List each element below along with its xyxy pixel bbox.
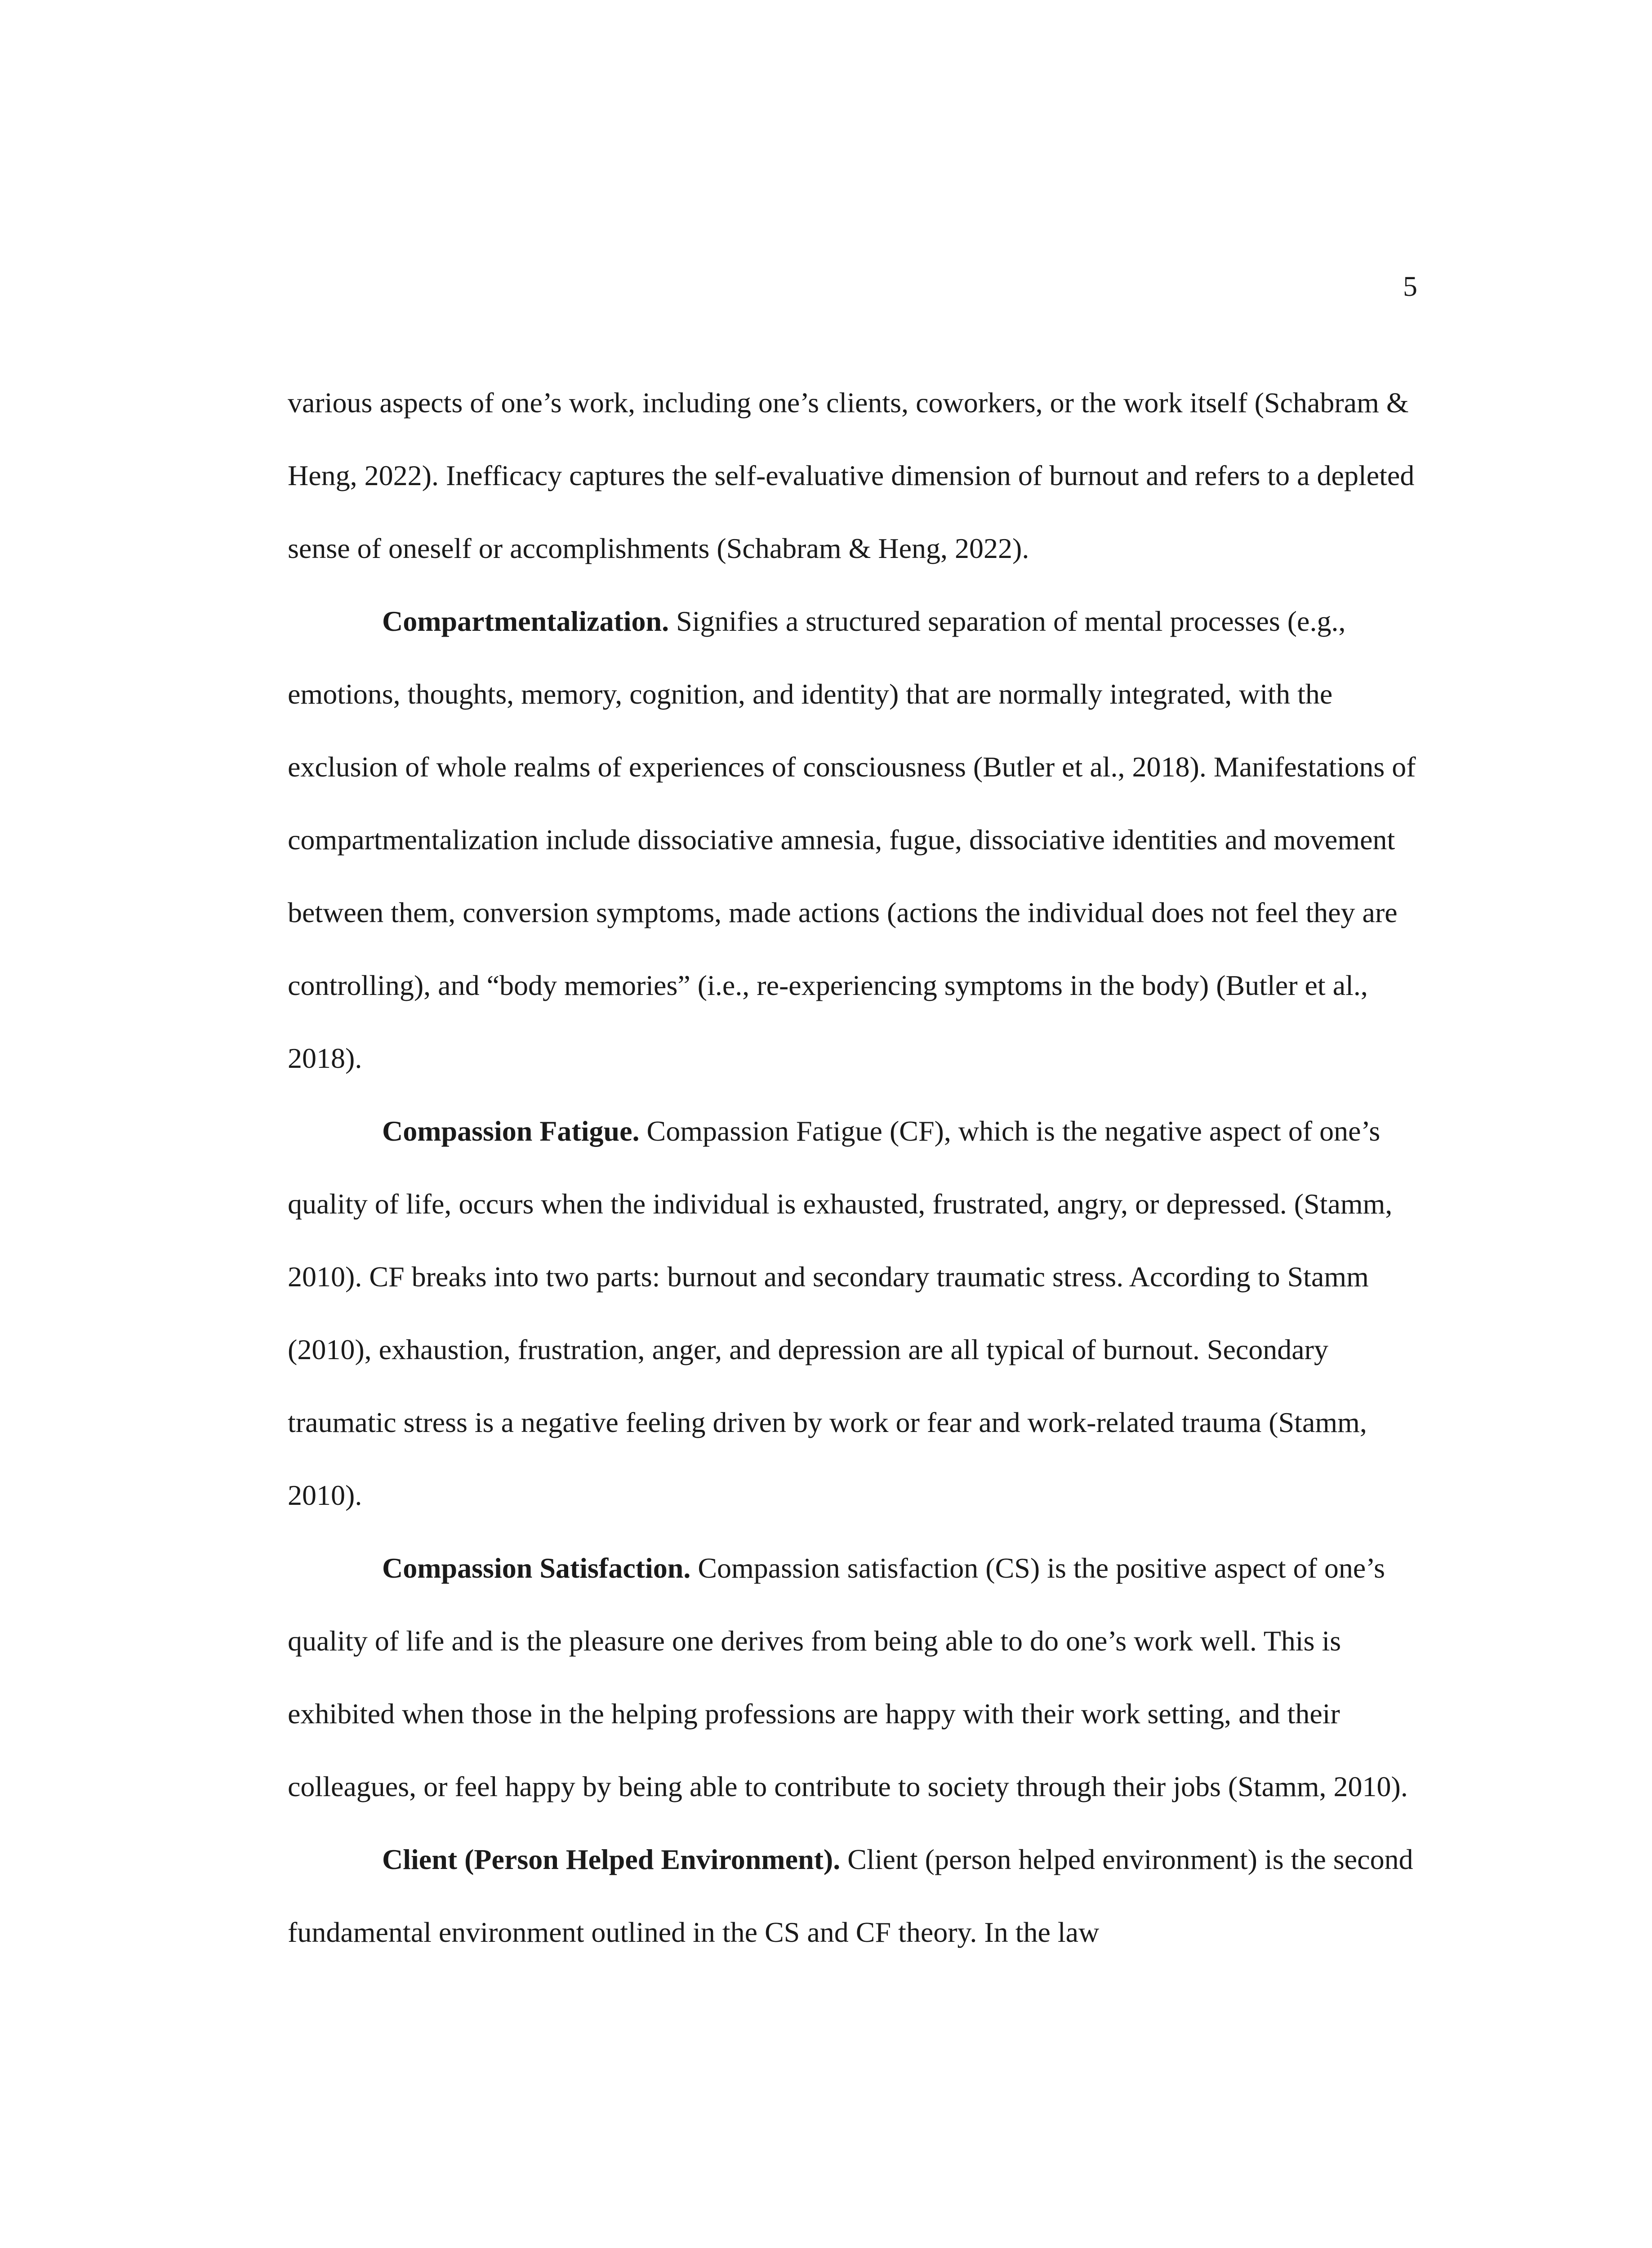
term-heading: Compassion Fatigue.	[382, 1115, 640, 1147]
term-heading: Compartmentalization.	[382, 605, 669, 637]
paragraph-compartmentalization	[288, 585, 1420, 1095]
paragraph-text: Signifies a structured separation of mental processes (e.g., emotions, thoughts, memory, cognition, and identity) that are normally integrated, with the exclusion of whole realms of experiences of consciousness (Butler et al., 2018). Manifestations of compartmentalization include dissociative amnesia, fugue, dissociative identities and movement between them, conversion symptoms, made actions (actions the individual does not feel they are controlling), and “body memories” (i.e., re-experiencing symptoms in the body) (Butler et al., 2018).	[288, 605, 1416, 1074]
paragraph-text: Client (person helped environment) is the second fundamental environment outlined in the CS and CF theory. In the law	[288, 1843, 1413, 1948]
body-text	[288, 366, 1420, 1969]
paragraph-text: Compassion Fatigue (CF), which is the negative aspect of one’s quality of life, occurs when the individual is exhausted, frustrated, angry, or depressed. (Stamm, 2010). CF breaks into two parts: burnout and secondary traumatic stress. According to Stamm (2010), exhaustion, frustration, anger, and depression are all typical of burnout. Secondary traumatic stress is a negative feeling driven by work or fear and work-related trauma (Stamm, 2010).	[288, 1115, 1393, 1511]
paragraph-compassion-satisfaction	[288, 1532, 1420, 1823]
paragraph-text: Compassion satisfaction (CS) is the positive aspect of one’s quality of life and is the pleasure one derives from being able to do one’s work well. This is exhibited when those in the helping professions are happy with their work setting, and their colleagues, or feel happy by being able to contribute to society through their jobs (Stamm, 2010).	[288, 1552, 1408, 1802]
term-heading: Compassion Satisfaction.	[382, 1552, 691, 1584]
paragraph-burnout-continued	[288, 366, 1420, 585]
page-number: 5	[1403, 270, 1417, 302]
paragraph-compassion-fatigue	[288, 1095, 1420, 1532]
paragraph-client	[288, 1823, 1420, 1969]
term-heading: Client (Person Helped Environment).	[382, 1843, 841, 1875]
paragraph-text: various aspects of one’s work, including one’s clients, coworkers, or the work itself (Schabram & Heng, 2022). Inefficacy captures the self-evaluative dimension of burnout and refers to a depleted sense of oneself or accomplishments (Schabram & Heng, 2022).	[288, 387, 1415, 564]
